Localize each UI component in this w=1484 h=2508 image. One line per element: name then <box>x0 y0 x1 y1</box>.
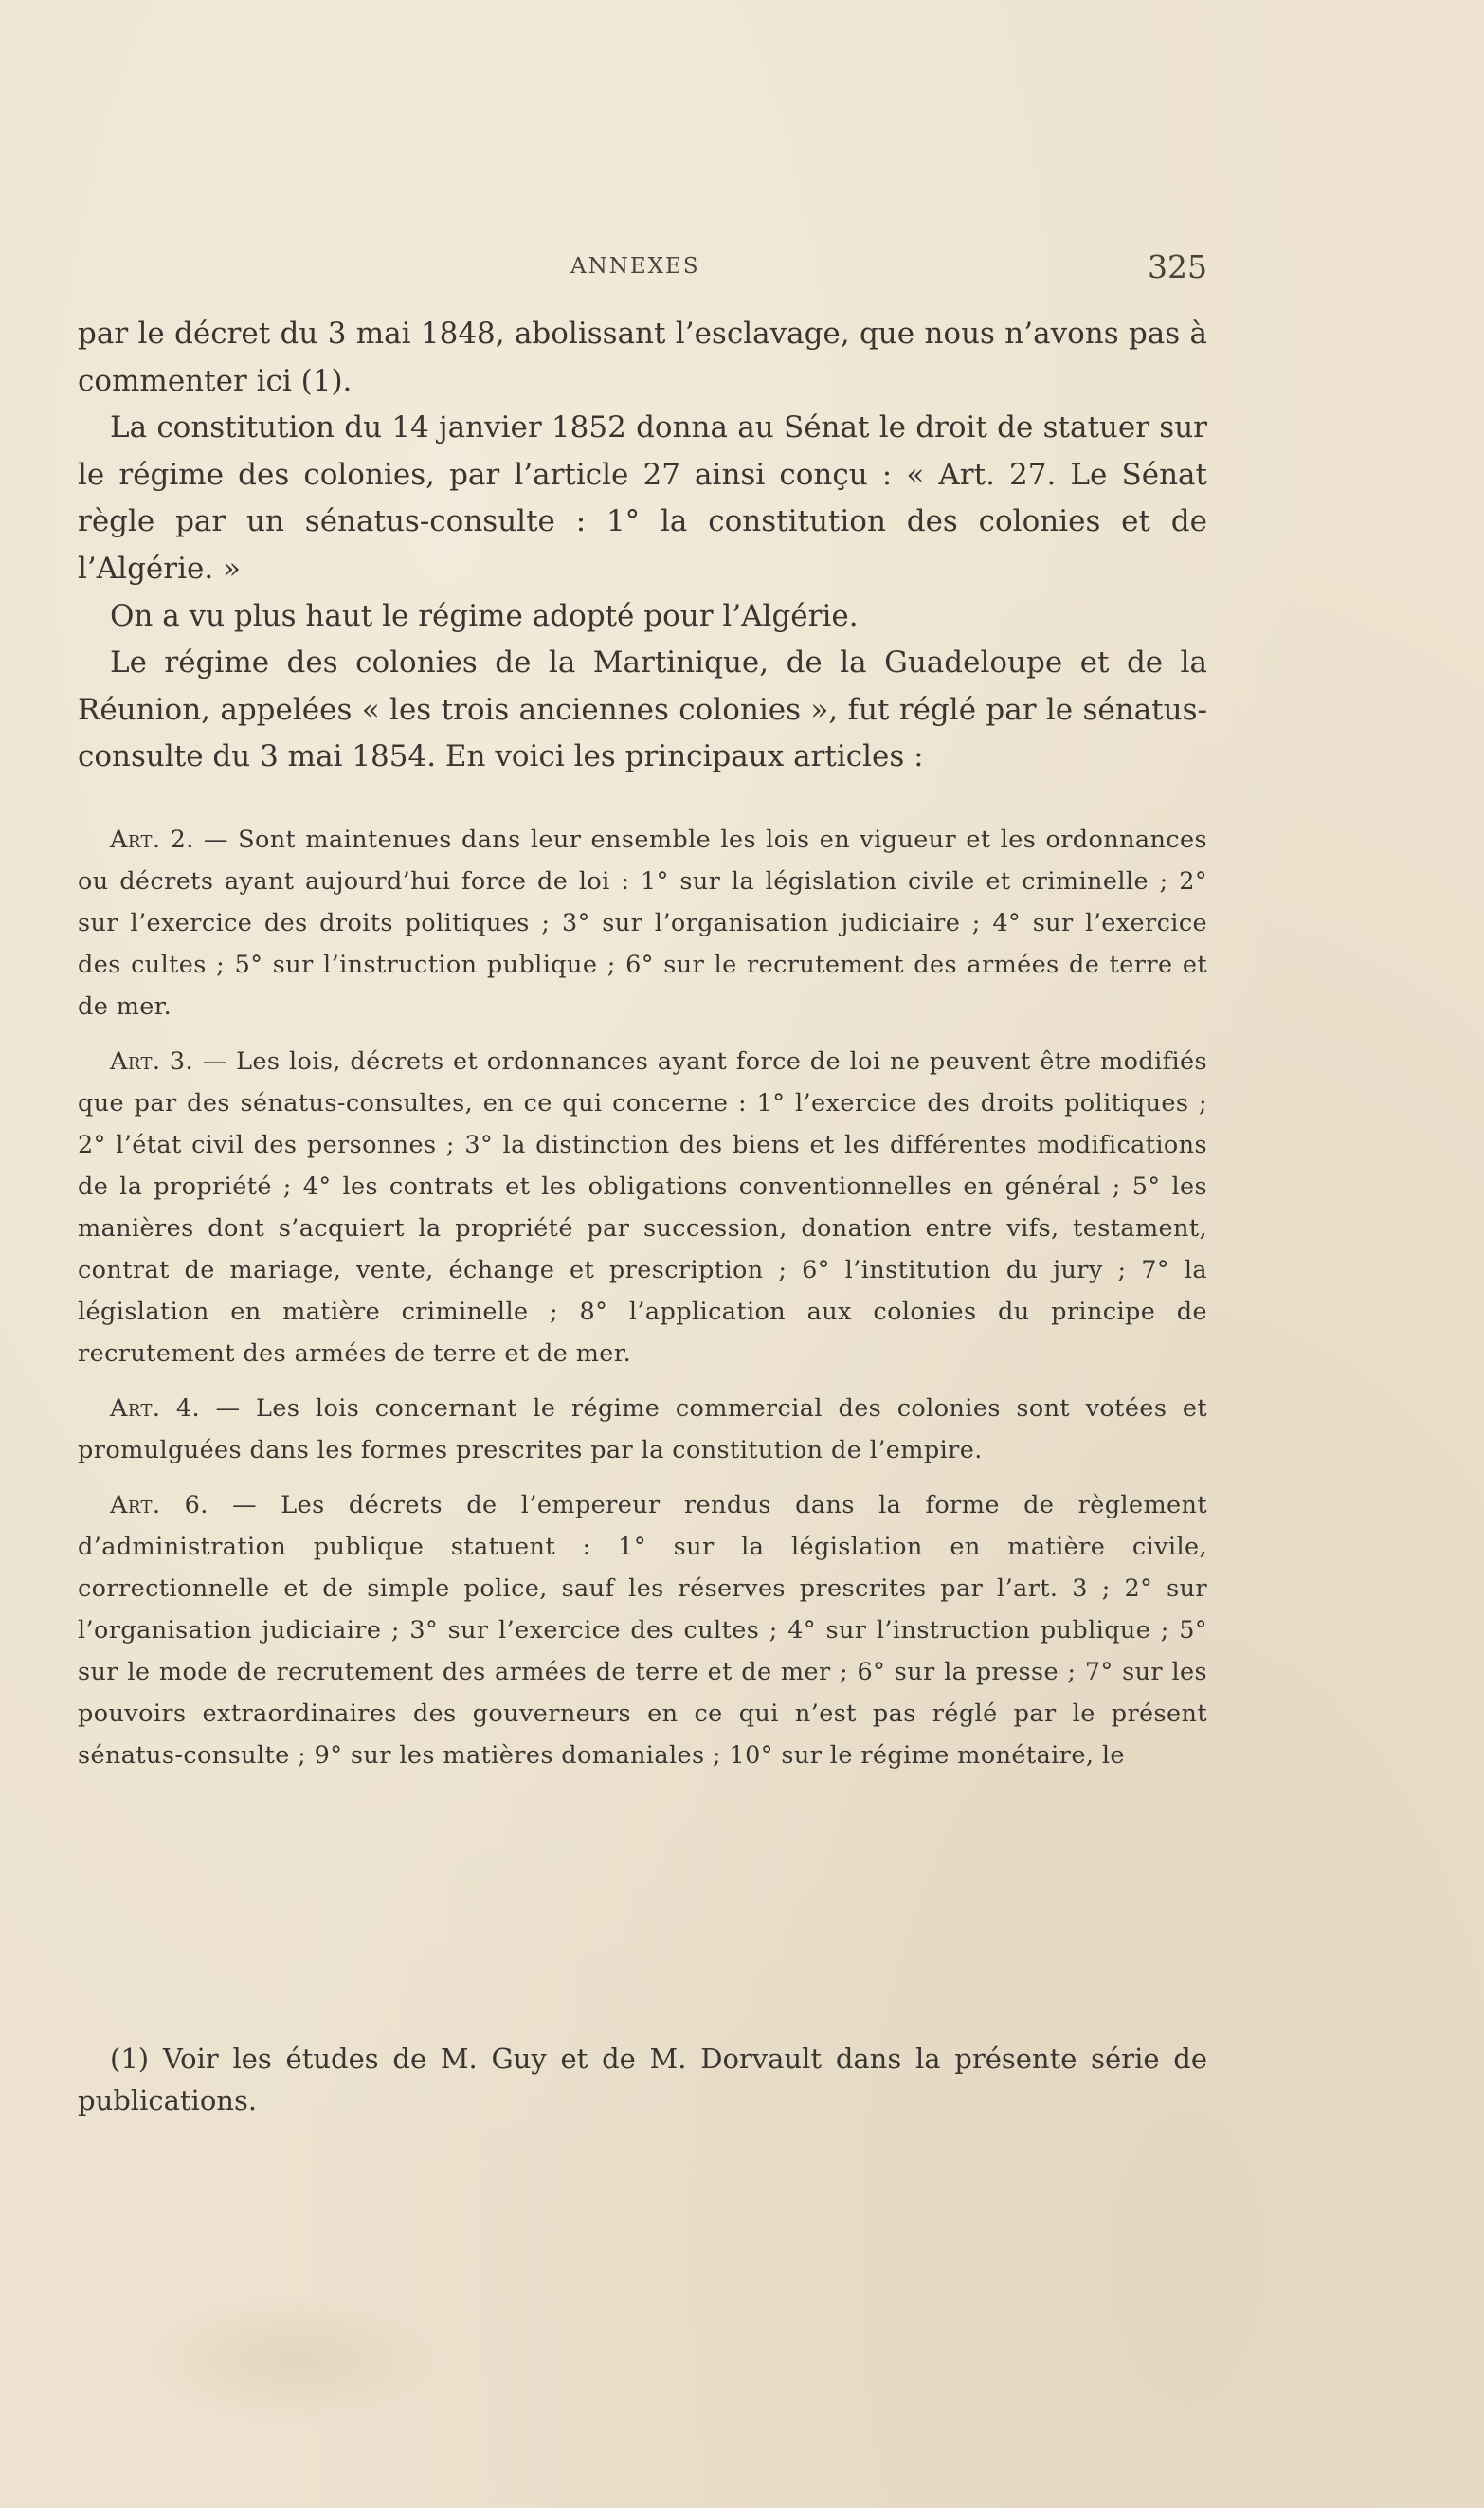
article-3 <box>78 1041 1207 1374</box>
footnote-area <box>78 2038 1207 2121</box>
article-6-text: — Les décrets de l’empereur rendus dans la forme de règlement d’administration publique statuent : 1° sur la législation en matière civile, correctionnelle et de simple police, sauf les réserves prescrites par l’art. 3 ; 2° sur l’organisation judiciaire ; 3° sur l’exercice des cultes ; 4° sur l’instruction publique ; 5° sur le mode de recrutement des armées de terre et de mer ; 6° sur la presse ; 7° sur les pouvoirs extraordinaires des gouverneurs en ce qui n’est pas réglé par le présent sénatus-consulte ; 9° sur les matières domaniales ; 10° sur le régime monétaire, le <box>78 1490 1208 1770</box>
article-3-label: Art. 3. <box>110 1046 194 1076</box>
article-2-text: — Sont maintenues dans leur ensemble les lois en vigueur et les ordonnances ou décrets ayant aujourd’hui force de loi : 1° sur la législation civile et criminelle ; 2° sur l’exercice des droits politiques ; 3° sur l’organisation judiciaire ; 4° sur l’exercice des cultes ; 5° sur l’instruction publique ; 6° sur le recrutement des armées de terre et de mer. <box>78 825 1208 1021</box>
running-title: ANNEXES <box>570 254 700 279</box>
article-3-text: — Les lois, décrets et ordonnances ayant force de loi ne peuvent être modifiés que par des sénatus-consultes, en ce qui concerne : 1° l’exercice des droits politiques ; 2° l’état civil des personnes ; 3° la distinction des biens et les différentes modifications de la propriété ; 4° les contrats et les obligations conventionnelles en général ; 5° les manières dont s’acquiert la propriété par succession, donation entre vifs, testament, contrat de mariage, vente, échange et prescription ; 6° l’institution du jury ; 7° la législation en matière criminelle ; 8° l’application aux colonies du principe de recrutement des armées de terre et de mer. <box>78 1046 1207 1368</box>
articles-quote <box>78 819 1207 1776</box>
paragraph-1: par le décret du 3 mai 1848, abolissant l’esclavage, que nous n’avons pas à commenter ici (1). <box>78 317 1207 398</box>
article-6 <box>78 1484 1207 1776</box>
paper-stain <box>142 2294 445 2426</box>
page-header <box>78 248 1207 286</box>
footnote: (1) Voir les études de M. Guy et de M. Dorvault dans la présente série de publications. <box>78 2043 1207 2117</box>
paragraph-2: La constitution du 14 janvier 1852 donna au Sénat le droit de statuer sur le régime des colonies, par l’article 27 ainsi conçu : « Art. 27. Le Sénat règle par un sénatus-consulte : 1° la constitution des colonies et de l’Algérie. » <box>78 410 1207 586</box>
article-4 <box>78 1388 1207 1471</box>
article-4-text: — Les lois concernant le régime commercial des colonies sont votées et promulguées dans les formes prescrites par la constitution de l’empire. <box>78 1393 1207 1464</box>
body-text <box>78 311 1207 1790</box>
paragraph-3: On a vu plus haut le régime adopté pour l’Algérie. <box>110 598 859 633</box>
article-2-label: Art. 2. <box>110 825 194 854</box>
article-2 <box>78 819 1207 1027</box>
paragraph-4: Le régime des colonies de la Martinique, de la Guadeloupe et de la Réunion, appelées « les trois anciennes colonies », fut réglé par le sénatus-consulte du 3 mai 1854. En voici les principaux articles : <box>78 645 1207 774</box>
page-number: 325 <box>1148 248 1207 285</box>
article-6-label: Art. 6. <box>110 1490 208 1519</box>
article-4-label: Art. 4. <box>110 1393 201 1423</box>
